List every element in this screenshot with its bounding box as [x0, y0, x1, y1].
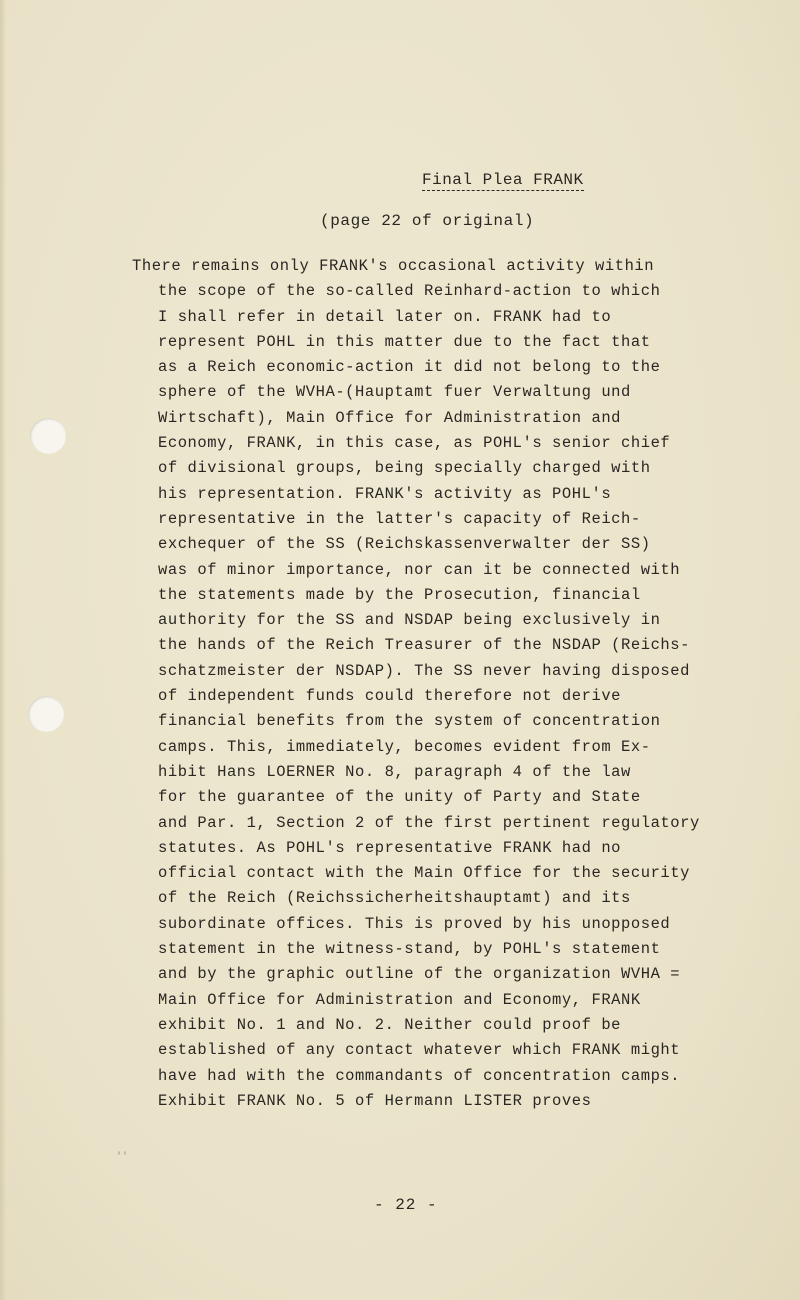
text-line: and by the graphic outline of the organization WVHA = — [158, 965, 681, 984]
text-line: of the Reich (Reichssicherheitshauptamt) and its — [158, 889, 631, 908]
text-line: Economy, FRANK, in this case, as POHL's senior chief — [158, 434, 671, 453]
text-line: statement in the witness-stand, by POHL's statement — [158, 940, 661, 959]
text-line: have had with the commandants of concentration camps. — [158, 1066, 681, 1085]
text-line: of independent funds could therefore not derive — [158, 687, 622, 706]
body-paragraph — [132, 254, 752, 1114]
text-line: camps. This, immediately, becomes evident from Ex- — [158, 737, 651, 756]
text-line: exchequer of the SS (Reichskassenverwalter der SS) — [158, 535, 651, 554]
page-edge-shadow — [0, 0, 6, 1300]
text-line: statutes. As POHL's representative FRANK had no — [158, 838, 622, 857]
text-line: There remains only FRANK's occasional activity within — [132, 257, 655, 275]
text-line: Exhibit FRANK No. 5 of Hermann LISTER proves — [158, 1091, 592, 1110]
pencil-mark: ′′ — [116, 1152, 129, 1163]
text-line: for the guarantee of the unity of Party and State — [158, 788, 641, 807]
text-line: official contact with the Main Office for the security — [158, 864, 690, 883]
text-line: financial benefits from the system of concentration — [158, 712, 661, 731]
text-line: of divisional groups, being specially charged with — [158, 459, 651, 478]
punch-hole-bottom — [28, 696, 64, 732]
text-line: I shall refer in detail later on. FRANK had to — [158, 307, 612, 326]
text-line: hibit Hans LOERNER No. 8, paragraph 4 of the law — [158, 762, 631, 781]
document-title: Final Plea FRANK — [422, 171, 584, 189]
text-line: as a Reich economic-action it did not belong to the — [158, 358, 661, 377]
text-line: and Par. 1, Section 2 of the first pertinent regulatory — [158, 813, 700, 832]
text-line: established of any contact whatever which FRANK might — [158, 1041, 681, 1060]
page-number: - 22 - — [374, 1196, 438, 1214]
text-line: the scope of the so-called Reinhard-action to which — [158, 282, 661, 301]
document-subtitle: (page 22 of original) — [320, 212, 535, 230]
text-line: Main Office for Administration and Economy, FRANK — [158, 990, 641, 1009]
text-line: authority for the SS and NSDAP being exclusively in — [158, 611, 661, 630]
text-line: the hands of the Reich Treasurer of the NSDAP (Reichs- — [158, 636, 690, 655]
text-line: the statements made by the Prosecution, financial — [158, 585, 641, 604]
text-line: his representation. FRANK's activity as POHL's — [158, 484, 612, 503]
punch-hole-top — [30, 418, 66, 454]
text-line: schatzmeister der NSDAP). The SS never having disposed — [158, 661, 690, 680]
text-line: represent POHL in this matter due to the fact that — [158, 332, 651, 351]
text-line: exhibit No. 1 and No. 2. Neither could proof be — [158, 1015, 622, 1034]
text-line: was of minor importance, nor can it be connected with — [158, 560, 681, 579]
text-line: Wirtschaft), Main Office for Administration and — [158, 408, 622, 427]
text-line: subordinate offices. This is proved by his unopposed — [158, 914, 671, 933]
text-line: sphere of the WVHA-(Hauptamt fuer Verwaltung und — [158, 383, 631, 402]
text-line: representative in the latter's capacity of Reich- — [158, 509, 641, 528]
